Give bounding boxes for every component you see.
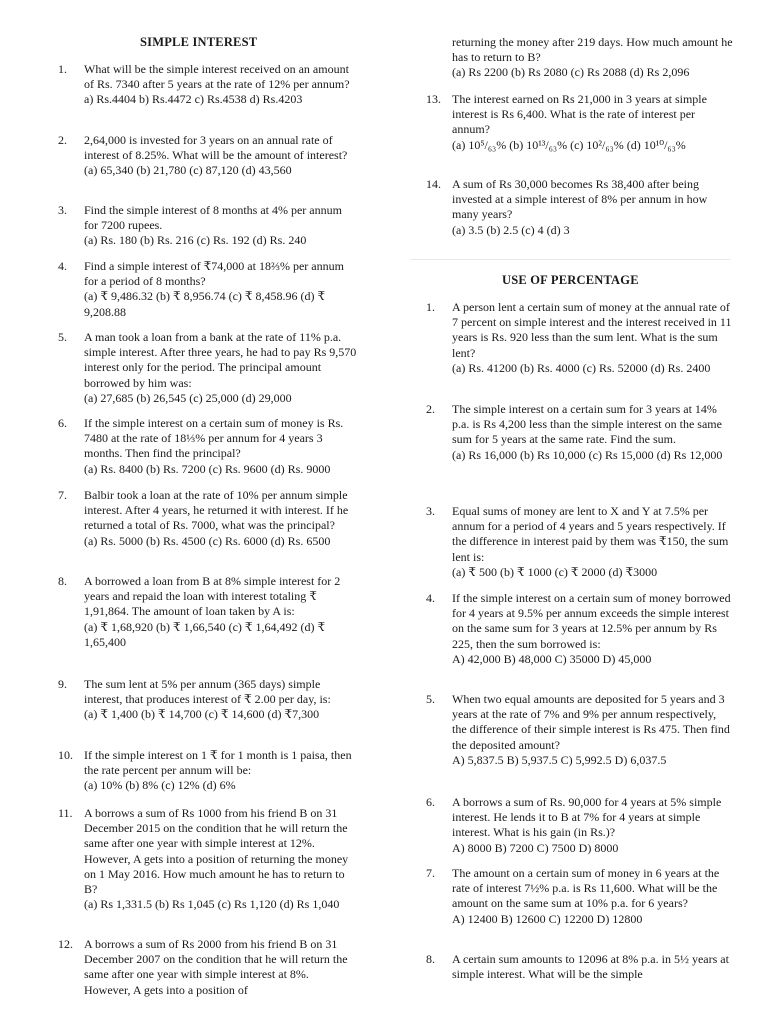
question-item	[58, 937, 358, 998]
question-number: 5.	[58, 330, 67, 344]
question-text: Balbir took a loan at the rate of 10% per annum simple interest. After 4 years, he returned it with interest. If he returned a total of Rs. 7000, what was the principal?	[84, 488, 349, 533]
question-options: (a) ₹ 1,400 (b) ₹ 14,700 (c) ₹ 14,600 (d) ₹7,300	[84, 707, 320, 722]
question-options: A) 12400 B) 12600 C) 12200 D) 12800	[452, 911, 643, 926]
question-text: What will be the simple interest received on an amount of Rs. 7340 after 5 years at the rate of 12% per annum?	[84, 62, 350, 92]
question-text: A borrows a sum of Rs 2000 from his friend B on 31 December 2007 on the condition that he will return the same after one year with simple interest at 8%. However, A gets into a position of	[84, 937, 348, 997]
question-number: 4.	[426, 591, 435, 605]
question-options: (a) Rs 1,331.5 (b) Rs 1,045 (c) Rs 1,120 (d) Rs 1,040	[84, 897, 340, 912]
question-options: (a) 10⁵/₆₃% (b) 10¹³/₆₃% (c) 10²/₆₃% (d) 10¹⁰/₆₃%	[452, 137, 686, 152]
question-number: 3.	[58, 203, 67, 217]
question-options: a) Rs.4404 b) Rs.4472 c) Rs.4538 d) Rs.4203	[84, 92, 303, 107]
question-number: 1.	[426, 300, 435, 314]
question-text: returning the money after 219 days. How much amount he has to return to B?	[452, 35, 733, 65]
question-options: (a) 65,340 (b) 21,780 (c) 87,120 (d) 43,560	[84, 163, 292, 178]
question-item	[426, 866, 733, 927]
question-text: A sum of Rs 30,000 becomes Rs 38,400 after being invested at a simple interest of 8% per annum in how many years?	[452, 177, 708, 222]
section-heading-use-of-percentage: USE OF PERCENTAGE	[502, 273, 639, 287]
question-item	[58, 330, 358, 406]
question-options: (a) Rs. 5000 (b) Rs. 4500 (c) Rs. 6000 (d) Rs. 6500	[84, 533, 331, 548]
question-text: Find a simple interest of ₹74,000 at 18⅔% per annum for a period of 8 months?	[84, 259, 344, 289]
question-item	[426, 692, 733, 768]
question-item	[426, 591, 733, 667]
question-options: (a) Rs 2200 (b) Rs 2080 (c) Rs 2088 (d) Rs 2,096	[452, 65, 690, 80]
question-text: A man took a loan from a bank at the rate of 11% p.a. simple interest. After three years, he had to pay Rs 9,570 interest only for the period. The principal amount borrowed by him was:	[84, 330, 357, 390]
question-text: A borrows a sum of Rs. 90,000 for 4 years at 5% simple interest. He lends it to B at 7% for 4 years at simple interest. What is his gain (in Rs.)?	[452, 795, 722, 840]
question-options: (a) ₹ 500 (b) ₹ 1000 (c) ₹ 2000 (d) ₹3000	[452, 564, 658, 579]
question-item	[58, 259, 358, 320]
question-number: 6.	[58, 416, 67, 430]
question-number: 12.	[58, 937, 73, 951]
question-options: (a) ₹ 9,486.32 (b) ₹ 8,956.74 (c) ₹ 8,458.96 (d) ₹ 9,208.88	[84, 289, 326, 319]
question-text: The simple interest on a certain sum for 3 years at 14% p.a. is Rs 4,200 less than the simple interest on the same sum for 5 years at the same rate. Find the sum.	[452, 402, 722, 447]
question-text: Equal sums of money are lent to X and Y at 7.5% per annum for a period of 4 years and 5 years respectively. If the difference in interest paid by them was ₹150, the sum lent is:	[452, 504, 729, 564]
section-heading-simple-interest: SIMPLE INTEREST	[140, 35, 258, 49]
question-text: A borrowed a loan from B at 8% simple interest for 2 years and repaid the loan with interest totaling ₹ 1,91,864. The amount of loan taken by A is:	[84, 574, 341, 619]
question-item	[58, 677, 358, 723]
question-options: A) 8000 B) 7200 C) 7500 D) 8000	[452, 840, 619, 855]
question-item	[58, 806, 358, 912]
question-number: 10.	[58, 748, 73, 762]
question-number: 3.	[426, 504, 435, 518]
question-options: (a) Rs. 8400 (b) Rs. 7200 (c) Rs. 9600 (d) Rs. 9000	[84, 461, 331, 476]
question-text: The interest earned on Rs 21,000 in 3 years at simple interest is Rs 6,400. What is the rate of interest per annum?	[452, 92, 707, 137]
question-item	[426, 92, 733, 153]
question-number: 14.	[426, 177, 441, 191]
question-item	[426, 504, 733, 580]
question-text: Find the simple interest of 8 months at 4% per annum for 7200 rupees.	[84, 203, 342, 233]
question-number: 5.	[426, 692, 435, 706]
question-number: 8.	[58, 574, 67, 588]
question-number: 2.	[58, 133, 67, 147]
question-text: When two equal amounts are deposited for 5 years and 3 years at the rate of 7% and 9% per annum respectively, the difference of their simple interest is Rs 475. Then find the deposited amount?	[452, 692, 730, 752]
question-options: (a) Rs 16,000 (b) Rs 10,000 (c) Rs 15,000 (d) Rs 12,000	[452, 447, 723, 462]
question-number: 7.	[426, 866, 435, 880]
question-number: 1.	[58, 62, 67, 76]
question-text: The amount on a certain sum of money in 6 years at the rate of interest 7½% p.a. is Rs 11,600. What will be the amount on the same sum at 10% p.a. for 6 years?	[452, 866, 720, 911]
question-number: 8.	[426, 952, 435, 966]
question-number: 11.	[58, 806, 73, 820]
question-item	[58, 133, 358, 179]
question-number: 7.	[58, 488, 67, 502]
question-text: 2,64,000 is invested for 3 years on an annual rate of interest of 8.25%. What will be the amount of interest?	[84, 133, 348, 163]
section-divider	[410, 259, 730, 260]
question-options: (a) 3.5 (b) 2.5 (c) 4 (d) 3	[452, 222, 570, 237]
question-number: 4.	[58, 259, 67, 273]
question-text: If the simple interest on a certain sum of money is Rs. 7480 at the rate of 18⅓% per annum for 4 years 3 months. Then find the principal?	[84, 416, 344, 461]
question-item	[58, 748, 358, 794]
question-item	[426, 952, 733, 982]
question-options: (a) ₹ 1,68,920 (b) ₹ 1,66,540 (c) ₹ 1,64,492 (d) ₹ 1,65,400	[84, 619, 326, 649]
question-item	[426, 795, 733, 856]
question-options: (a) 27,685 (b) 26,545 (c) 25,000 (d) 29,000	[84, 390, 292, 405]
question-continuation	[426, 35, 733, 81]
question-text: A person lent a certain sum of money at the annual rate of 7 percent on simple interest and the interest received in 11 years is Rs. 920 less than the sum lent. What is the sum lent?	[452, 300, 732, 360]
question-item	[426, 402, 733, 463]
question-text: The sum lent at 5% per annum (365 days) simple interest, that produces interest of ₹ 2.00 per day, is:	[84, 677, 331, 707]
question-item	[58, 62, 358, 108]
question-number: 6.	[426, 795, 435, 809]
question-item	[58, 574, 358, 650]
question-item	[58, 416, 358, 477]
question-number: 9.	[58, 677, 67, 691]
question-text: If the simple interest on a certain sum of money borrowed for 4 years at 9.5% per annum exceeds the simple interest on the same sum for 3 years at 12.5% per annum by Rs 225, then the sum borrowed is:	[452, 591, 731, 651]
question-options: (a) 10% (b) 8% (c) 12% (d) 6%	[84, 778, 236, 793]
question-options: (a) Rs. 41200 (b) Rs. 4000 (c) Rs. 52000 (d) Rs. 2400	[452, 360, 711, 375]
question-text: A borrows a sum of Rs 1000 from his friend B on 31 December 2015 on the condition that he will return the same after one year with simple interest at 12%. However, A gets into a position of returning the money on 1 May 2016. How much amount he has to return to B?	[84, 806, 349, 897]
question-number: 2.	[426, 402, 435, 416]
question-text: If the simple interest on 1 ₹ for 1 month is 1 paisa, then the rate percent per annum will be:	[84, 748, 352, 778]
question-item	[426, 300, 733, 376]
question-text: A certain sum amounts to 12096 at 8% p.a. in 5½ years at simple interest. What will be the simple	[452, 952, 729, 982]
question-item	[58, 488, 358, 549]
question-item	[426, 177, 733, 238]
question-options: A) 5,837.5 B) 5,937.5 C) 5,992.5 D) 6,037.5	[452, 752, 667, 767]
question-item	[58, 203, 358, 249]
question-options: A) 42,000 B) 48,000 C) 35000 D) 45,000	[452, 651, 652, 666]
question-number: 13.	[426, 92, 441, 106]
question-options: (a) Rs. 180 (b) Rs. 216 (c) Rs. 192 (d) Rs. 240	[84, 233, 307, 248]
